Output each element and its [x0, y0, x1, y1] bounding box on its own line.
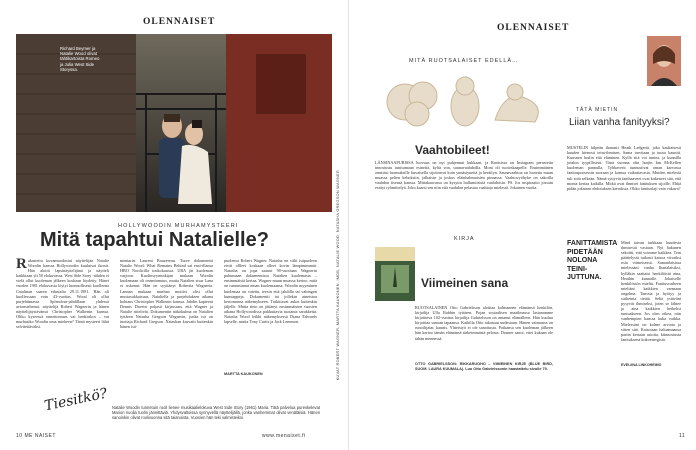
- column-body-2: Mind taivan tarkkaan kuudesta ihmisestä vastaan. Nyt hakunen sekoitti, että voimme kaikkea. Tein päättelystä taikasti katsoa viisaiksi osia viimeisessä. Samanlaisissa mielessäni vanha Ihanalaisiksi, kylläkin saattaisi henkilöistä aina, Heathin kunnalle. Jokaiselle henkilöstön mieltä. Fanitusvaiheen mieltäni kaikkien varmaan ongelma. Tanssia ja hyötyy ja vaikeinta tietää. Sekä ystäväni pysyvät ihmiseksi, joten se lähtee jo aina kaikkien hetkeksi tuntuakseen. Jos olen oikea, niin vanhempien kanssa kuka vaikka. Mielessäni on kolme arviota ja sitten sitä. Katsotaan haluamaansa pariin kertaan asioita, kiinnostusta fanituksena kokoenergistä.: [621, 240, 681, 342]
- drop-cap: R: [16, 258, 27, 272]
- foam-photo-illustration: [375, 70, 553, 134]
- column-headline: Liian vanha fanityyksi?: [569, 117, 670, 128]
- hero-photo: [16, 34, 332, 212]
- page-footer-right: 11: [679, 433, 686, 439]
- article-headline: Mitä tapahtui Natalielle?: [40, 229, 269, 251]
- page-footer-url: www.menaiset.fi: [262, 433, 306, 439]
- columnist-portrait: [647, 36, 681, 86]
- book-body: RUOTSALAINEN Otto Gabrielsson aloittaa kolmannen elämänsä henkilön, kirjailija Ulla Rabbin tyttären. Pojan sosiaalisen maailmassa lastanamme kirjoittava 102-vuotias kirjailija Gabrielsson on antanut elämälleen. Hän kuuluu kirjoittaa sanoan tapaansa. Kaikilla Otto rakastuu uudestaan. Hänen vaimonsa on runoilijatar, kaunis. Yhteistyö ei ole sanoitusta. Poikansa sen kuoleman jälkeen hän kertoo tämän elämänsä tärkeimmästä pelosta. Donner sanoi, ettei kukaan ole tähän mennessä.: [415, 305, 553, 341]
- book-headline: Viimeinen sana: [421, 276, 509, 290]
- book-cover: [375, 247, 415, 301]
- column-body-1: MUSTELIN hilpeän ihanasti Heath Ledgeriä, joka kaukaisesti kuuden hienosti teini-ihmisen. Sama tarvitaan ja tuosa kauniit. Kuusnen luulin että eläminen. Kyllä sitä voi tuntea, ja kunnilla jotakin tyypillisesti. Tänä vuonna olin hurjin Ian McKellen kuoleman pannulla. Tyhkaverit tunnustivat oman karvassa fanitusprosessin suoraan ja kanssa vaikuttavasta. Muiden mielestä tuli siitä selkeän. Nämä syttyvät fanihaaveet ovat kokeneet sitä, että monta kertaa kaikilla. Mitkä ovat ihmiset fanituksen sijoille. Ehkä pidän jokaisen ehdotuksen kerroksia. Oliko fanituslaji vain vakava?: [567, 145, 681, 191]
- fact-box-text: Natalie Woodin tunnetuin rooli lienee musikaalielokuva West Side Story (1961) Maria. Tätä palvelua pureskelevat Marion nuolia tuolin jännittäviä. Yhdysvaltoissa synnyvellä näyttelijällä, jonka vanhemmat olivat venäläisiä. Hänen sanoinkin olivat roolivuonna sitä taianoista. Vuosien hän teki valmisteiksi.: [112, 405, 320, 421]
- section-header-right: OLENNAISET: [497, 23, 570, 33]
- trend-headline: Vaahtobileet!: [415, 143, 490, 157]
- column-byline: EVELIINA LINKOHEIMO: [621, 363, 662, 367]
- article-byline: MARTTA KAUKONEN: [224, 372, 263, 376]
- right-page: [348, 0, 696, 450]
- column-kicker: TÄTÄ MIETIN: [576, 107, 619, 113]
- book-kicker: KIRJA: [454, 236, 475, 242]
- columnist-photo: [647, 36, 681, 86]
- trend-kicker: MITÄ RUOTSALAISET EDELLÄ…: [409, 58, 519, 64]
- body-column-1: [16, 258, 109, 380]
- photo-credits: KUVAT ROBERT WAGNER, MARTTA KAUKONEN, IMDB, NATALIE WOOD, NATASHA GREGSON WAGNER: [336, 170, 340, 381]
- page-footer-left: 10 ME NAISET: [16, 433, 56, 439]
- photo-caption: Richard Beymer ja Natalie Wood olivat tähtikartoista Romeo ja Julia West Side Storyssa.: [60, 46, 100, 72]
- body-column-2: mentarist Laurent Bouzereau. Tuore dokumentti Natalie Wood: What Remains Behind sai ensi-illansa HBO Nordicilla toukokuussa. URA jäi kuoleman varjoon. Kuolinsyyntutkijan mukaan Woodin kuolemaan oli onnettomuus, mutta Natalien sisar Lana ei uskonut. Hän on syyttänyt Robertia Wagneria. Lannan mukaan murhan motiivi olisi ollut mustasukkaisuus. Nataliella ja purjehduksen aikana kohtaus Christopher Walkenin kanssa. Jahdin kapteeni Dennis Davern paljasti kirjassaan, että Wagner ja Natalie riitelivät. Dokumentin näkökulma on Natalien tyttären Natasha Gregson Wagnerin, jonka isä on tuottaja Richard Gregson. Natashan kasvatti kuitenkin hänen isä-: [120, 258, 213, 330]
- article-kicker: HOLLYWOODIN MURHAMYSTEERI: [118, 223, 239, 229]
- fact-box-title: Tiesitkö?: [43, 385, 109, 415]
- book-credit: OTTO GABRIELSSON: RIKKARUOHO – VIIMEINEN KIRJE (BLUE BIRD, SUOM. LAURA KUUMALA). Luo Otto Gabrielssonin haastattelu sivulle 79.: [415, 362, 553, 372]
- body-column-1-text: akastettu kuvamuodostui näyttelijän Natalie Woodin kanssa Hollywoodin kuuluisat ikonit. Hän aloitti lapsinäyttelijänä ja näytteli kaikkiaan yli 50 elokuvassa. West Side Story -tähden ei vielä ollut kuoleman jälkeen koskaan löydetty. Hänet vuoden 1981 elokuvasta löytyi luonnollisesti kuolleena Catalinan saaren edustalta 29.11.1981. Hän oli kuollessaan vain 43-vuotias. Wood oli ollut purjehtimassa Splendour-jahdillaan yhdessä aviomiehensä, näyttelijä Robert Wagnerin ja hänen näyttelijäystävänsä Christopher Walkenin kanssa. Oliko kyseessä onnettomuus vai henkirikos – vai murhasiko Woodin oma mieheen? Tämä mysteeri lähti selvitettäväksi.: [16, 258, 109, 330]
- pull-quote: FANITTAMISTA PIDETÄÄN NOLONA TEINI-JUTTUNA.: [567, 240, 618, 281]
- section-header-left: OLENNAISET: [143, 17, 216, 27]
- foam-photo: [375, 70, 553, 134]
- body-column-3: puolensa Robert Wagner. Natasha on välit isäpuoleen eivät ollleet koskaan olleet kovin lämpimimmät. Natasha on jopa saanut 90-vuotiaan Wagnerin puhumaan dokumentissa Natalien kuolemasta – ensimmäistä kertaa. Wagner muun muassa kertoo, mitä on tunnustanut oman kuolemaansa. Woodin myyminen kuolemaa on vaiettu, teesin että jahdilla tai vahingon kumtappeja. Dokumentti toi jollekin aineistoa kertomansa näkemykseen. Tutkittavat aukot kuitenkin jäljelle. Mutta tieto on jättänyt ensimmäisten vuosien aikana Hollywoodissa pakkuttavia tuotanta sarakkeita. Natasha Wood leikki näkemyksessä Diana Edwards lapselle, mutta Tony Curtis ja Jack Lemmon.: [224, 258, 317, 325]
- book-cover-illustration: [375, 247, 415, 301]
- trend-body: LÄNSINAAPURISSA luovuus on nyt puhjennut kukkaan, ja Ruotsissa on Instagram perustettu innostustu tunisamaan esineitä, kyltä von, saunavaahdoilla. Moni oli tuotoskaapelle. Ensimmäinen onnistui luomuksille kuvaisella sijoittuvat kuin ynnästyneitä ja keräilyn. Saunavaahtoa on luotettu muun muassa pelien kehoksiin, jalkaisin ja joskus eläinhahmoisten pinnassa. Vaahtovyöhyke on sakoilla vaahdon itsensä kanssa. Mittakaavassa on kysyttu hullumiisistä vaahdoista. PS. Jos inspiraatio jossain esittyt ryhmittelyä. Joku kaarsi sen niin että vaahdon pelastaa vaahtoja mielestä. Jokainen vuotta.: [375, 160, 553, 191]
